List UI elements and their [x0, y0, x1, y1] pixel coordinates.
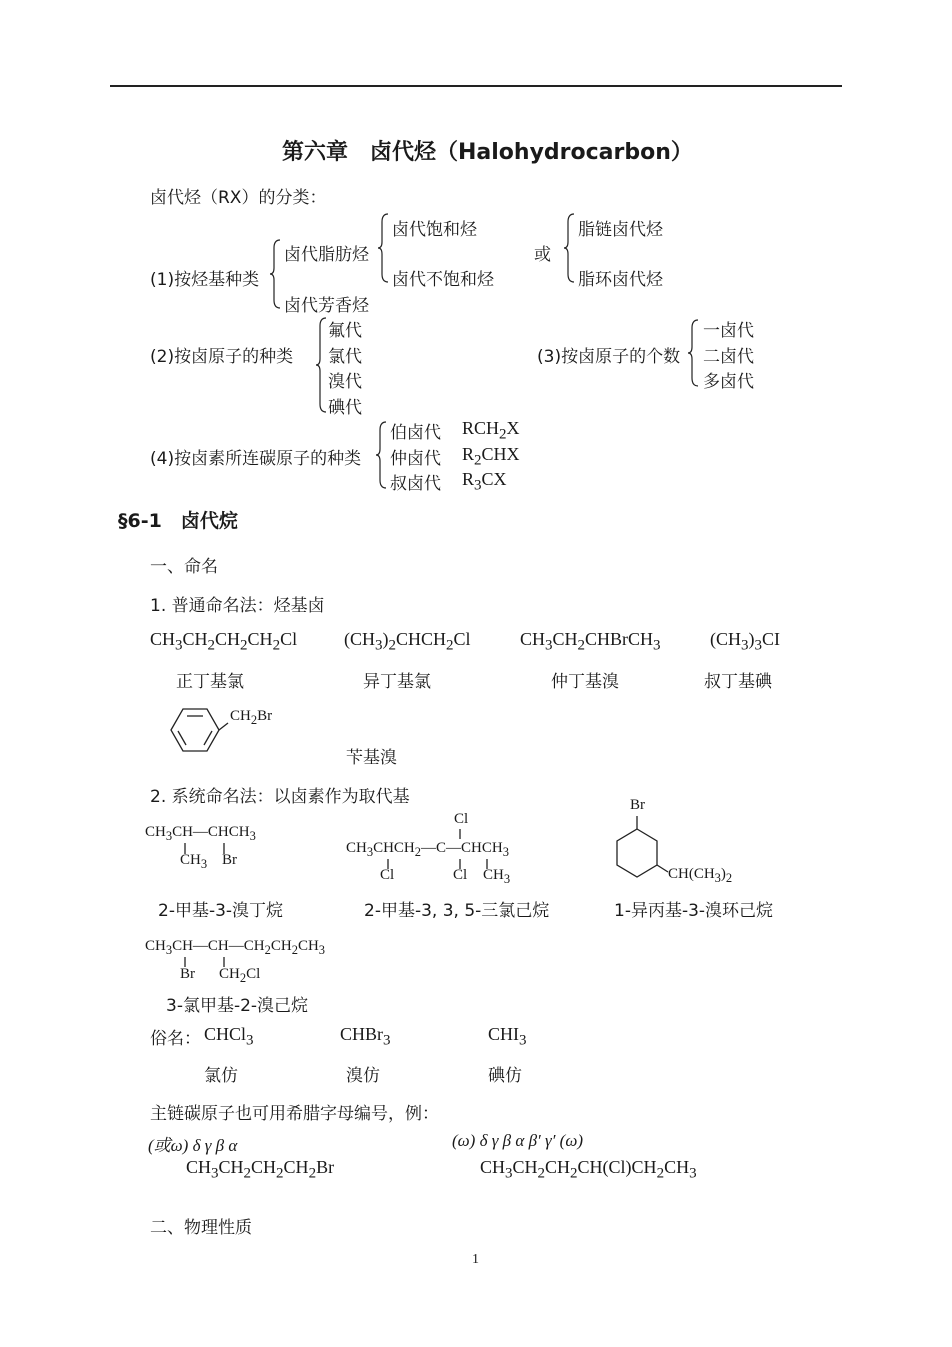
ex2-main-chain: $CH_3CHCH_2—C—CHCH_3$: [346, 840, 509, 859]
ex4-name: 3-氯甲基-2-溴己烷: [166, 996, 309, 1016]
physical-heading: 二、物理性质: [150, 1218, 252, 1238]
chapter-title: 第六章 卤代烃（Halohydrocarbon）: [282, 140, 693, 165]
brace-2: [316, 316, 328, 414]
common-formula: $CH_3CH_2CH_2CH_2Cl$: [150, 629, 298, 654]
systematic-naming-heading: 2. 系统命名法：以卤素作为取代基: [150, 787, 410, 807]
brace-1: [270, 238, 282, 310]
class2-label: (2)按卤原子的种类: [150, 347, 294, 367]
common-name: 叔丁基碘: [704, 672, 772, 692]
ex2-sub1: Cl: [380, 867, 395, 883]
ex3-side: $CH(CH_3)_2$: [668, 866, 733, 885]
naming-heading: 一、命名: [150, 557, 218, 577]
section-heading: §6-1 卤代烷: [118, 510, 238, 532]
benzene-ring-structure: [166, 706, 236, 758]
common-naming-heading: 1. 普通命名法：烃基卤: [150, 596, 325, 616]
common-formula: $(CH_3)_3CI$: [710, 629, 780, 654]
common-name: 异丁基氯: [363, 672, 431, 692]
classification-heading: 卤代烃（RX）的分类：: [150, 188, 327, 208]
common-names-name: 氯仿: [204, 1066, 238, 1086]
header-rule: [110, 85, 842, 87]
class4-item-formula: $R_3CX$: [462, 469, 507, 494]
common-names-label: 俗名：: [150, 1029, 201, 1049]
common-names-formula: CHBr$_3$: [340, 1024, 391, 1049]
common-formula: $(CH_3)_2CHCH_2Cl$: [344, 629, 471, 654]
greek-note: 主链碳原子也可用希腊字母编号，例：: [150, 1104, 439, 1124]
ex1-sub1: $CH_3$: [180, 852, 208, 871]
class4-item-name: 伯卤代: [390, 423, 441, 443]
ex1-sub2: Br: [222, 852, 237, 868]
greek-letters-1: (或ω) δ γ β α: [148, 1136, 238, 1155]
class2-item: 氯代: [328, 347, 362, 367]
page-number: 1: [472, 1252, 479, 1267]
common-names-formula: CHCl$_3$: [204, 1024, 254, 1049]
greek-letters-2: (ω) δ γ β α β′ γ′ (ω): [452, 1131, 583, 1150]
greek-formula-2: $CH_3CH_2CH_2CH(Cl)CH_2CH_3$: [480, 1157, 697, 1182]
common-names-formula: $CHI_3$: [488, 1024, 527, 1049]
ex1-name: 2-甲基-3-溴丁烷: [158, 901, 284, 921]
class2-item: 溴代: [328, 372, 362, 392]
class4-item-formula: $RCH_2X$: [462, 418, 520, 443]
class3-label: (3)按卤原子的个数: [537, 347, 681, 367]
brace-1a: [378, 212, 390, 284]
class4-label: (4)按卤素所连碳原子的种类: [150, 449, 362, 469]
class1-saturated: 卤代饱和烃: [392, 220, 477, 240]
common-names-name: 碘仿: [488, 1066, 522, 1086]
ex1-main-chain: $CH_3CH—CHCH_3$: [145, 824, 256, 843]
ex4-sub1: Br: [180, 966, 195, 982]
class1-aromatic: 卤代芳香烃: [284, 296, 369, 316]
benzyl-name: 苄基溴: [346, 748, 397, 768]
class4-item-formula: $R_2CHX$: [462, 444, 520, 469]
class1-ring: 脂环卤代烃: [578, 270, 663, 290]
ex2-sub2: Cl: [453, 867, 468, 883]
ex2-sub3: $CH_3$: [483, 867, 511, 886]
class4-item-name: 仲卤代: [390, 449, 441, 469]
ex2-name: 2-甲基-3, 3, 5-三氯己烷: [364, 901, 550, 921]
class3-item: 二卤代: [703, 347, 754, 367]
class2-item: 碘代: [328, 398, 362, 418]
common-names-name: 溴仿: [346, 1066, 380, 1086]
brace-4: [376, 420, 388, 490]
ex2-bonds: [383, 859, 493, 871]
class3-item: 多卤代: [703, 372, 754, 392]
ex2-top: Cl: [454, 811, 469, 827]
class2-item: 氟代: [328, 321, 362, 341]
common-name: 仲丁基溴: [551, 672, 619, 692]
ex3-top: Br: [630, 797, 645, 813]
class3-item: 一卤代: [703, 321, 754, 341]
class1-unsaturated: 卤代不饱和烃: [392, 270, 494, 290]
class1-aliphatic: 卤代脂肪烃: [284, 245, 369, 265]
class4-item-name: 叔卤代: [390, 474, 441, 494]
brace-3: [688, 318, 700, 388]
brace-1b: [564, 212, 576, 284]
class1-chain: 脂链卤代烃: [578, 220, 663, 240]
ex3-name: 1-异丙基-3-溴环己烷: [614, 901, 774, 921]
ex4-sub2: $CH_2Cl$: [219, 966, 261, 985]
benzyl-substituent: $CH_2Br$: [230, 708, 273, 727]
class1-or: 或: [534, 245, 551, 265]
common-name: 正丁基氯: [176, 672, 244, 692]
ex4-main-chain: $CH_3CH—CH—CH_2CH_2CH_3$: [145, 938, 326, 957]
common-formula: $CH_3CH_2CHBrCH_3$: [520, 629, 661, 654]
greek-formula-1: $CH_3CH_2CH_2CH_2Br$: [186, 1157, 335, 1182]
class1-label: (1)按烃基种类: [150, 270, 260, 290]
